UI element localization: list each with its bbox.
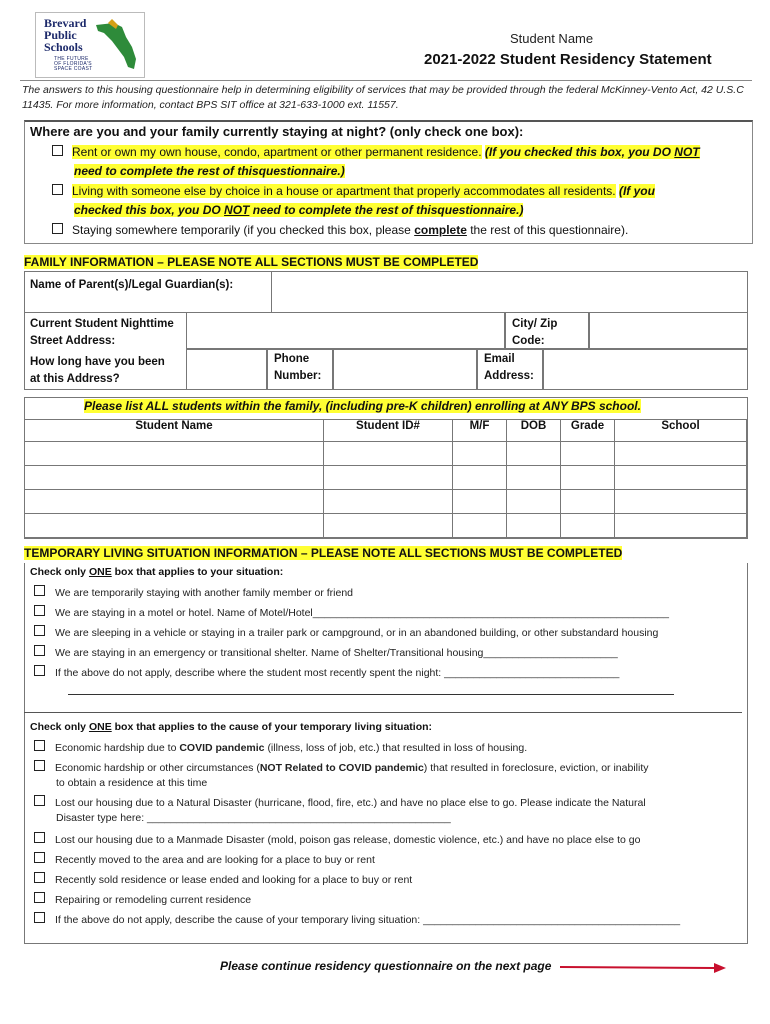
option2-note — [74, 203, 523, 217]
option2-not: NOT — [224, 203, 250, 217]
list-item — [34, 740, 739, 760]
city-label-2: Code: — [512, 335, 545, 347]
option1-note — [485, 145, 700, 159]
phone-label-2: Number: — [274, 370, 322, 382]
option-living-with-someone — [52, 182, 742, 220]
list-item — [34, 892, 739, 912]
checkbox[interactable] — [34, 912, 45, 923]
check2-one: ONE — [88, 721, 112, 733]
family-heading-text: FAMILY INFORMATION – PLEASE NOTE ALL SECTIONS MUST BE COMPLETED — [24, 255, 479, 269]
cause-2a: Economic hardship or other circumstances ( — [55, 762, 260, 774]
checkbox[interactable] — [34, 645, 45, 656]
checkbox[interactable] — [34, 760, 45, 771]
phone-field[interactable] — [332, 348, 478, 390]
cause-2b: NOT Related to COVID pandemic — [259, 762, 424, 774]
option-own-residence — [52, 143, 742, 181]
situation-5: If the above do not apply, describe where the student most recently spent the night: ______________________________ — [55, 667, 620, 679]
list-item — [34, 912, 739, 932]
check-one-cause — [30, 721, 432, 733]
address-label-2: Street Address: — [30, 335, 116, 347]
arrow-right-icon — [558, 960, 728, 976]
table-row[interactable] — [25, 490, 747, 514]
cause-1a: Economic hardship due to — [55, 742, 177, 754]
checkbox[interactable] — [52, 184, 63, 195]
students-heading-text: Please list ALL students within the family, (including pre-K children) enrolling at ANY BPS school. — [84, 399, 641, 413]
checkbox[interactable] — [34, 852, 45, 863]
cause-4: Lost our housing due to a Manmade Disaster (mold, poison gas release, domestic violence, etc.) and have no place else to go — [55, 834, 641, 846]
option3-complete: complete — [414, 223, 467, 237]
describe-line[interactable] — [68, 694, 674, 695]
checkbox[interactable] — [34, 625, 45, 636]
check2-b: box that applies to the cause of your temporary living situation: — [114, 721, 433, 733]
table-row[interactable] — [25, 466, 747, 490]
city-label — [512, 316, 557, 350]
situation-list — [34, 585, 739, 685]
col-student-name: Student Name — [25, 420, 324, 442]
check1-a: Check only — [30, 566, 87, 578]
option3-text-b: the rest of this questionnaire). — [470, 223, 629, 237]
cause-7: Repairing or remodeling current residence — [55, 894, 252, 906]
brevard-logo — [35, 12, 145, 78]
table-row[interactable] — [25, 514, 747, 538]
temporary-divider — [24, 712, 742, 713]
cause-2d: to obtain a residence at this time — [56, 777, 208, 789]
howlong-label-2: at this Address? — [30, 373, 120, 385]
cause-list — [34, 740, 739, 932]
list-item — [34, 832, 739, 852]
address-field[interactable] — [186, 312, 506, 350]
situation-2: We are staying in a motel or hotel. Name of Motel/Hotel_____________________________________________________________ — [55, 607, 669, 619]
temporary-heading — [24, 546, 622, 560]
check-one-situation — [30, 566, 283, 578]
list-item — [34, 872, 739, 892]
cause-1b: COVID pandemic — [179, 742, 265, 754]
logo-line3: Schools — [44, 40, 83, 54]
howlong-label — [30, 354, 165, 388]
checkbox[interactable] — [34, 665, 45, 676]
cause-3a: Lost our housing due to a Natural Disaster (hurricane, flood, fire, etc.) and have no place else to go. Please indicate the Natural — [55, 797, 646, 809]
col-student-id: Student ID# — [324, 420, 453, 442]
list-item — [34, 585, 739, 605]
continue-note: Please continue residency questionnaire on the next page — [220, 959, 552, 973]
situation-3: We are sleeping in a vehicle or staying in a trailer park or campground, or in an abandoned building, or other substandard housing — [55, 627, 659, 639]
cause-1c: (illness, loss of job, etc.) that resulted in loss of housing. — [267, 742, 528, 754]
checkbox[interactable] — [34, 740, 45, 751]
question-title: Where are you and your family currently staying at night? (only check one box): — [30, 124, 524, 139]
parent-label: Name of Parent(s)/Legal Guardian(s): — [30, 279, 234, 291]
page-title: 2021-2022 Student Residency Statement — [424, 51, 712, 68]
col-school: School — [615, 420, 747, 442]
option2-note-a: (If you — [618, 184, 655, 198]
check1-b: box that applies to your situation: — [114, 566, 284, 578]
col-dob: DOB — [507, 420, 561, 442]
email-label — [484, 351, 534, 385]
logo-tagline: THE FUTURE OF FLORIDA'S SPACE COAST — [54, 56, 93, 72]
option3-text: Staying somewhere temporarily (if you checked this box, please — [72, 223, 411, 237]
student-name-label: Student Name — [510, 31, 594, 46]
list-item — [34, 760, 739, 795]
check1-one: ONE — [88, 566, 112, 578]
logo-text — [44, 17, 86, 53]
logo-line1: Brevard — [44, 16, 87, 30]
email-label-1: Email — [484, 353, 515, 365]
col-mf: M/F — [453, 420, 507, 442]
howlong-label-1: How long have you been — [30, 356, 165, 368]
option1-note-c: need to complete the rest of thisquestionnaire.) — [74, 164, 345, 178]
list-item — [34, 625, 739, 645]
checkbox[interactable] — [52, 145, 63, 156]
howlong-field[interactable] — [186, 348, 268, 390]
cause-5: Recently moved to the area and are looking for a place to buy or rent — [55, 854, 375, 866]
option1-not: NOT — [674, 145, 700, 159]
list-item — [34, 795, 739, 832]
email-field[interactable] — [542, 348, 748, 390]
cause-6: Recently sold residence or lease ended and looking for a place to buy or rent — [55, 874, 413, 886]
logo-line2: Public — [44, 28, 77, 42]
intro-text: The answers to this housing questionnaire help in determining eligibility of services that may be provided through the federal McKinney-Vento Act, 42 U.S.C 11435. For more information, contact BPS SIT office at 321-633-1000 ext. 11557. — [20, 80, 752, 113]
phone-label — [274, 351, 321, 385]
option1-text: Rent or own my own house, condo, apartment or other permanent residence. — [72, 145, 482, 159]
city-label-1: City/ Zip — [512, 318, 558, 330]
situation-4: We are staying in an emergency or transitional shelter. Name of Shelter/Transitional housing_______________________ — [55, 647, 618, 659]
checkbox[interactable] — [34, 605, 45, 616]
option-staying-temporarily — [52, 221, 742, 240]
family-heading — [24, 255, 478, 269]
city-zip-field[interactable] — [588, 312, 748, 350]
list-item — [34, 665, 739, 685]
checkbox[interactable] — [52, 223, 63, 234]
address-label-1: Current Student Nighttime — [30, 318, 174, 330]
email-label-2: Address: — [484, 370, 534, 382]
checkbox[interactable] — [34, 872, 45, 883]
option1-note-a: (If you checked this box, you DO — [484, 145, 671, 159]
phone-label-1: Phone — [274, 353, 310, 365]
check2-a: Check only — [30, 721, 87, 733]
checkbox[interactable] — [34, 832, 45, 843]
option2-note-d: need to complete the rest of thisquestionnaire.) — [252, 203, 524, 217]
table-row[interactable] — [25, 442, 747, 466]
option2-text: Living with someone else by choice in a house or apartment that properly accommodates all residents. — [72, 184, 616, 198]
address-label — [30, 316, 174, 350]
students-header-row — [25, 420, 747, 442]
cause-2c: ) that resulted in foreclosure, eviction, or inability — [423, 762, 649, 774]
parent-field[interactable] — [271, 271, 748, 313]
option2-note-c: checked this box, you DO — [74, 203, 221, 217]
list-item — [34, 645, 739, 665]
students-heading — [84, 399, 641, 413]
cause-8: If the above do not apply, describe the cause of your temporary living situation: ____________________________________________ — [55, 914, 681, 926]
list-item — [34, 852, 739, 872]
checkbox[interactable] — [34, 585, 45, 596]
cause-3b: Disaster type here: ____________________________________________________ — [56, 812, 451, 824]
checkbox[interactable] — [34, 892, 45, 903]
list-item — [34, 605, 739, 625]
checkbox[interactable] — [34, 795, 45, 806]
col-grade: Grade — [561, 420, 615, 442]
temporary-heading-text: TEMPORARY LIVING SITUATION INFORMATION – PLEASE NOTE ALL SECTIONS MUST BE COMPLETED — [24, 546, 623, 560]
students-table — [24, 419, 747, 538]
situation-1: We are temporarily staying with another family member or friend — [55, 587, 354, 599]
florida-map-icon — [94, 19, 140, 73]
